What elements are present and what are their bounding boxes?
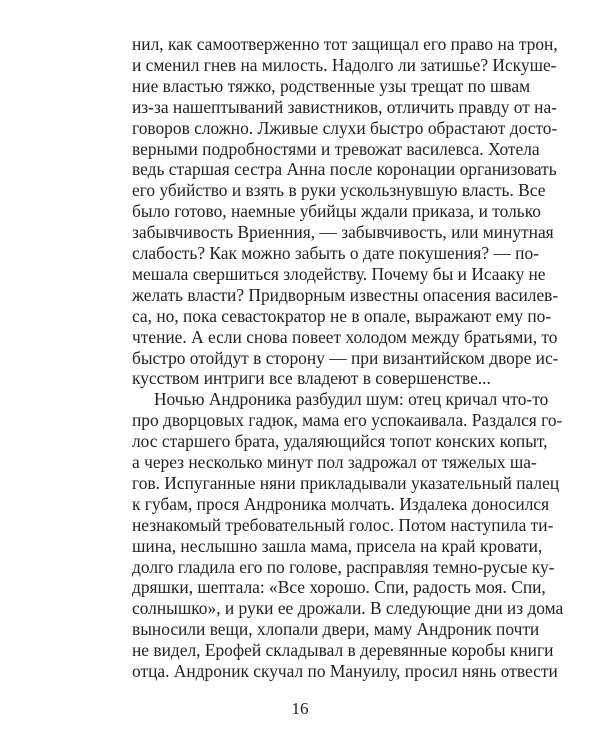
text-line: чтение. А если снова повеет холодом между братьями, то [132,326,558,347]
text-line: и сменил гнев на милость. Надолго ли затишье? Искуше- [132,54,557,75]
text-line: гов. Испуганные няни прикладывали указательный палец [132,472,560,493]
text-line: из-за нашептываний завистников, отличить правду от на- [132,96,557,117]
paragraph-end-line: кусством интриги все владеют в совершенстве... [132,368,491,389]
text-line: верными подробностями и тревожат василевса. Хотела [132,138,540,159]
text-line: шина, неслышно зашла мама, присела на край кровати, [132,535,543,556]
text-line: было готово, наемные убийцы ждали приказа, и только [132,201,541,222]
text-line: а через несколько минут пол задрожал от тяжелых ша- [132,452,537,472]
text-line: к губам, прося Андроника молчать. Издалека доносился [132,493,550,514]
text-line: забывчивость Вриенния, — забывчивость, или минутная [132,222,554,243]
text-line: слабость? Как можно забыть о дате покушения? — по- [132,243,539,263]
text-line: ведь старшая сестра Анна после коронации организовать [132,159,557,180]
text-line: желать власти? Придворным известны опасения василев- [132,284,559,305]
text-line: его убийство и взять в руки ускользнувшую власть. Все [132,180,546,201]
text-line: са, но, пока севастократор не в опале, выражают ему по- [132,305,552,326]
text-line: говоров сложно. Лживые слухи быстро обрастают досто- [132,117,558,138]
text-line: отца. Андроник скучал по Мануилу, просил нянь отвести [132,661,558,681]
text-line: нил, как самоотверженно тот защищал его право на трон, [132,34,558,54]
text-line: не видел, Ерофей складывал в деревянные коробы книги [132,640,554,661]
text-line: лос старшего брата, удаляющийся топот конских копыт, [132,431,548,452]
text-line: незнакомый требовательный голос. Потом наступила ти- [132,514,554,535]
text-line: быстро отойдут в сторону — при византийском дворе ис- [132,347,559,368]
text-line: про дворцовых гадюк, мама его успокаивала. Раздался го- [132,410,563,431]
text-line: солнышко», и руки ее дрожали. В следующие дни из дома [132,598,564,619]
paragraph-first-line: Ночью Андроника разбудил шум: отец кричал что-то [154,389,549,410]
text-line: дряшки, шептала: «Все хорошо. Спи, радость моя. Спи, [132,577,546,598]
text-line: ние властью тяжко, родственные узы трещат по швам [132,75,531,96]
text-line: долго гладила его по голове, расправляя темно-русые ку- [132,556,555,577]
text-line: мешала свершиться злодейству. Почему бы и Исааку не [132,263,546,284]
text-line: выносили вещи, хлопали двери, маму Андроник почти [132,619,540,640]
page-number: 16 [291,698,309,718]
